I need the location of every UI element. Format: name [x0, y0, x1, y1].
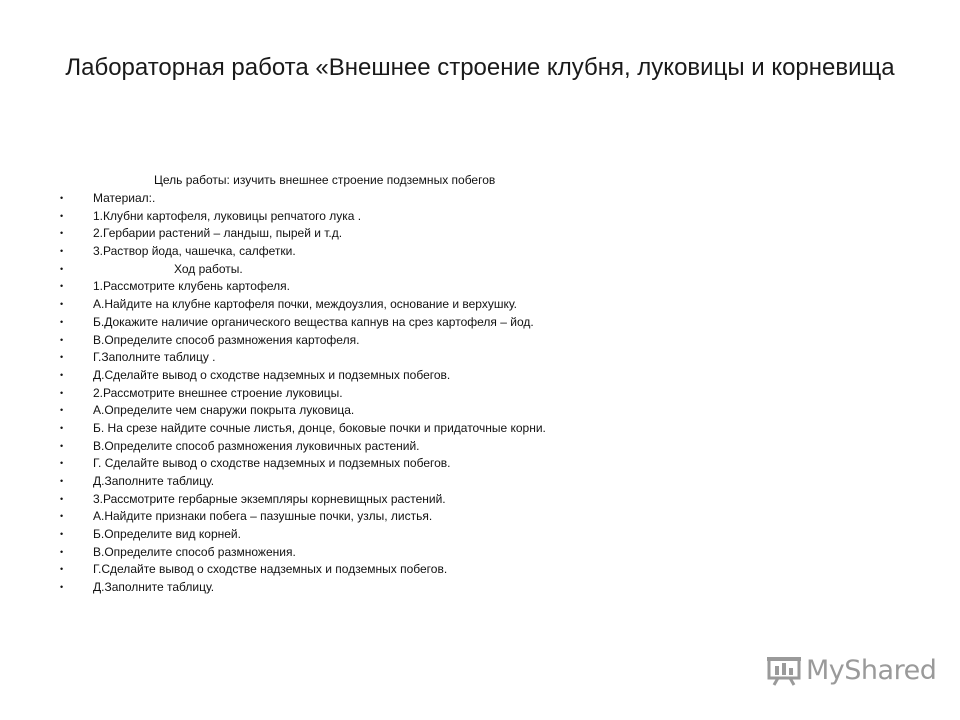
list-item [60, 278, 546, 296]
bullet-dot: • [60, 529, 64, 540]
list-item-text: 3.Раствор йода, чашечка, салфетки. [93, 244, 296, 259]
bullet-dot: • [60, 228, 64, 239]
list-item [60, 579, 546, 597]
list-item-text: 1.Рассмотрите клубень картофеля. [93, 279, 290, 294]
bullet-dot: • [60, 263, 64, 274]
bullet-dot: • [60, 582, 64, 593]
list-item [60, 561, 546, 579]
list-item-text: Д.Заполните таблицу. [93, 580, 215, 595]
list-item [60, 402, 546, 420]
bullet-dot: • [60, 246, 64, 257]
list-item [60, 508, 546, 526]
list-item-text: Г. Сделайте вывод о сходстве надземных и подземных побегов. [93, 456, 451, 471]
bullet-dot: • [60, 422, 64, 433]
bullet-dot: • [60, 387, 64, 398]
list-item-text: А.Найдите признаки побега – пазушные почки, узлы, листья. [93, 509, 433, 524]
list-item [60, 438, 546, 456]
list-item [60, 243, 546, 261]
list-item [60, 385, 546, 403]
list-item-text: А.Определите чем снаружи покрыта луковица. [93, 403, 355, 418]
list-item-text: Б.Докажите наличие органического вещества капнув на срез картофеля – йод. [93, 314, 534, 329]
list-item-text: А.Найдите на клубне картофеля почки, междоузлия, основание и верхушку. [93, 297, 517, 312]
list-item-text: Г.Сделайте вывод о сходстве надземных и подземных побегов. [93, 562, 448, 577]
bullet-dot: • [60, 546, 64, 557]
list-item [60, 225, 546, 243]
list-item-text: 3.Рассмотрите гербарные экземпляры корневищных растений. [93, 491, 446, 506]
presentation-icon [766, 656, 802, 686]
bullet-dot: • [60, 352, 64, 363]
list-item [60, 420, 546, 438]
watermark-logo [766, 655, 936, 686]
bullet-dot: • [60, 369, 64, 380]
list-item [60, 190, 546, 208]
bullet-dot: • [60, 281, 64, 292]
list-item [60, 261, 546, 279]
list-item [60, 526, 546, 544]
list-item [60, 491, 546, 509]
bullet-dot: • [60, 193, 64, 203]
slide-subtitle: Цель работы: изучить внешнее строение подземных побегов [154, 173, 496, 187]
list-item-text: Г.Заполните таблицу . [93, 350, 216, 365]
list-item [60, 367, 546, 385]
slide-title: Лабораторная работа «Внешнее строение клубня, луковицы и корневища [65, 54, 895, 81]
list-item [60, 473, 546, 491]
list-item-text: В.Определите способ размножения луковичных растений. [93, 438, 420, 453]
bullet-dot: • [60, 476, 64, 486]
bullet-dot: • [60, 458, 64, 469]
list-item [60, 544, 546, 562]
bullet-dot: • [60, 405, 64, 416]
list-item-text: Б.Определите вид корней. [93, 527, 241, 542]
list-item [60, 314, 546, 332]
bullet-dot: • [60, 316, 64, 327]
list-item-text: 1.Клубни картофеля, луковицы репчатого лука . [93, 208, 362, 223]
list-item-text: Ход работы. [174, 261, 243, 276]
bullet-dot: • [60, 299, 64, 310]
watermark-brand: MyShared [806, 655, 937, 686]
list-item-text: В.Определите способ размножения. [93, 544, 296, 559]
list-item-text: 2.Рассмотрите внешнее строение луковицы. [93, 385, 343, 400]
list-item-text: 2.Гербарии растений – ландыш, пырей и т.д. [93, 226, 343, 241]
bullet-dot: • [60, 564, 64, 575]
list-item [60, 296, 546, 314]
bullet-dot: • [60, 334, 64, 345]
list-item [60, 349, 546, 367]
list-item [60, 455, 546, 473]
bullet-dot: • [60, 440, 64, 451]
list-item-text: Д.Сделайте вывод о сходстве надземных и подземных побегов. [93, 367, 451, 382]
list-item-text: Б. На срезе найдите сочные листья, донце, боковые почки и придаточные корни. [93, 420, 546, 435]
list-item [60, 332, 546, 350]
bullet-dot: • [60, 493, 64, 504]
bullet-list [60, 190, 546, 597]
bullet-dot: • [60, 210, 64, 221]
list-item-text: Д.Заполните таблицу. [93, 474, 215, 488]
bullet-dot: • [60, 511, 64, 522]
list-item-text: Материал:. [93, 191, 156, 205]
list-item [60, 208, 546, 226]
list-item-text: В.Определите способ размножения картофеля. [93, 332, 360, 347]
